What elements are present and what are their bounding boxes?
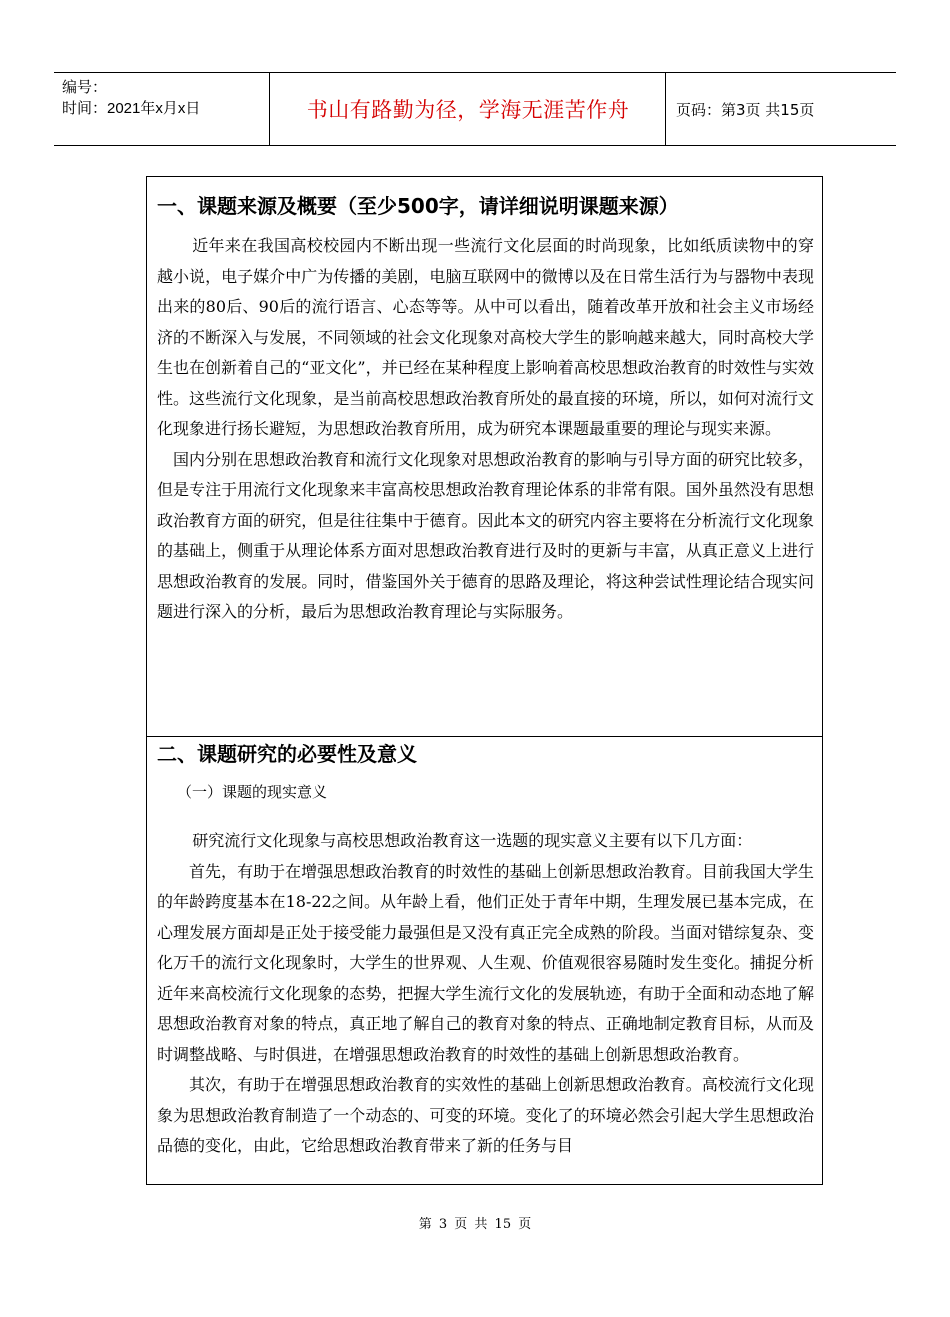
section2-paragraph: 首先，有助于在增强思想政治教育的时效性的基础上创新思想政治教育。目前我国大学生的年龄跨度基本在18-22之间。从年龄上看，他们正处于青年中期，生理发展已基本完成，在心理发展方面却是正处于接受能力最强但是又没有真正完全成熟的阶段。当面对错综复杂、变化万千的流行文化现象时，大学生的世界观、人生观、价值观很容易随时发生变化。捕捉分析近年来高校流行文化现象的态势，把握大学生流行文化的发展轨迹，有助于全面和动态地了解思想政治教育对象的特点，真正地了解自己的教育对象的特点、正确地制定教育目标，从而及时调整战略、与时俱进，在增强思想政治教育的时效性的基础上创新思想政治教育。 bbox=[157, 861, 814, 1064]
header-page-number: 页码：第3页 共15页 bbox=[676, 100, 815, 119]
section2-subheading: （一）课题的现实意义 bbox=[177, 783, 328, 801]
section2-body bbox=[157, 826, 814, 1184]
page-footer: 第 3 页 共 15 页 bbox=[418, 1217, 532, 1232]
header-divider bbox=[665, 73, 666, 145]
section2-paragraph: 研究流行文化现象与高校思想政治教育这一选题的现实意义主要有以下几方面： bbox=[192, 831, 753, 850]
section1-paragraph: 近年来在我国高校校园内不断出现一些流行文化层面的时尚现象，比如纸质读物中的穿越小说，电子媒介中广为传播的美剧，电脑互联网中的微博以及在日常生活行为与器物中表现出来的80后、90后的流行语言、心态等等。从中可以看出，随着改革开放和社会主义市场经济的不断深入与发展，不同领域的社会文化现象对高校大学生的影响越来越大，同时高校大学生也在创新着自己的“亚文化”，并已经在某种程度上影响着高校思想政治教育的时效性与实效性。这些流行文化现象，是当前高校思想政治教育所处的最直接的环境，所以，如何对流行文化现象进行扬长避短，为思想政治教育所用，成为研究本课题最重要的理论与现实来源。 bbox=[157, 236, 814, 438]
section1-paragraph: 国内分别在思想政治教育和流行文化现象对思想政治教育的影响与引导方面的研究比较多，但是专注于用流行文化现象来丰富高校思想政治教育理论体系的非常有限。国外虽然没有思想政治教育方面的研究，但是往往集中于德育。因此本文的研究内容主要将在分析流行文化现象的基础上，侧重于从理论体系方面对思想政治教育进行及时的更新与丰富，从真正意义上进行思想政治教育的发展。同时，借鉴国外关于德育的思路及理论，将这种尝试性理论结合现实问题进行深入的分析，最后为思想政治教育理论与实际服务。 bbox=[157, 449, 814, 621]
table-row-divider bbox=[147, 736, 822, 737]
section2-title: 二、课题研究的必要性及意义 bbox=[157, 742, 417, 766]
section2-paragraph: 其次，有助于在增强思想政治教育的实效性的基础上创新思想政治教育。高校流行文化现象为思想政治教育制造了一个动态的、可变的环境。变化了的环境必然会引起大学生思想政治品德的变化，由此，它给思想政治教育带来了新的任务与目 bbox=[157, 1075, 814, 1155]
time-label: 时间：2021年x月x日 bbox=[62, 100, 201, 117]
header-meta bbox=[62, 77, 272, 119]
page-header bbox=[54, 72, 896, 146]
section1-title: 一、课题来源及概要（至少500字，请详细说明课题来源） bbox=[157, 194, 679, 218]
section1-body bbox=[157, 231, 814, 628]
content-table bbox=[146, 176, 823, 1185]
number-label: 编号： bbox=[62, 79, 108, 96]
header-motto: 书山有路勤为径，学海无涯苦作舟 bbox=[306, 98, 630, 122]
